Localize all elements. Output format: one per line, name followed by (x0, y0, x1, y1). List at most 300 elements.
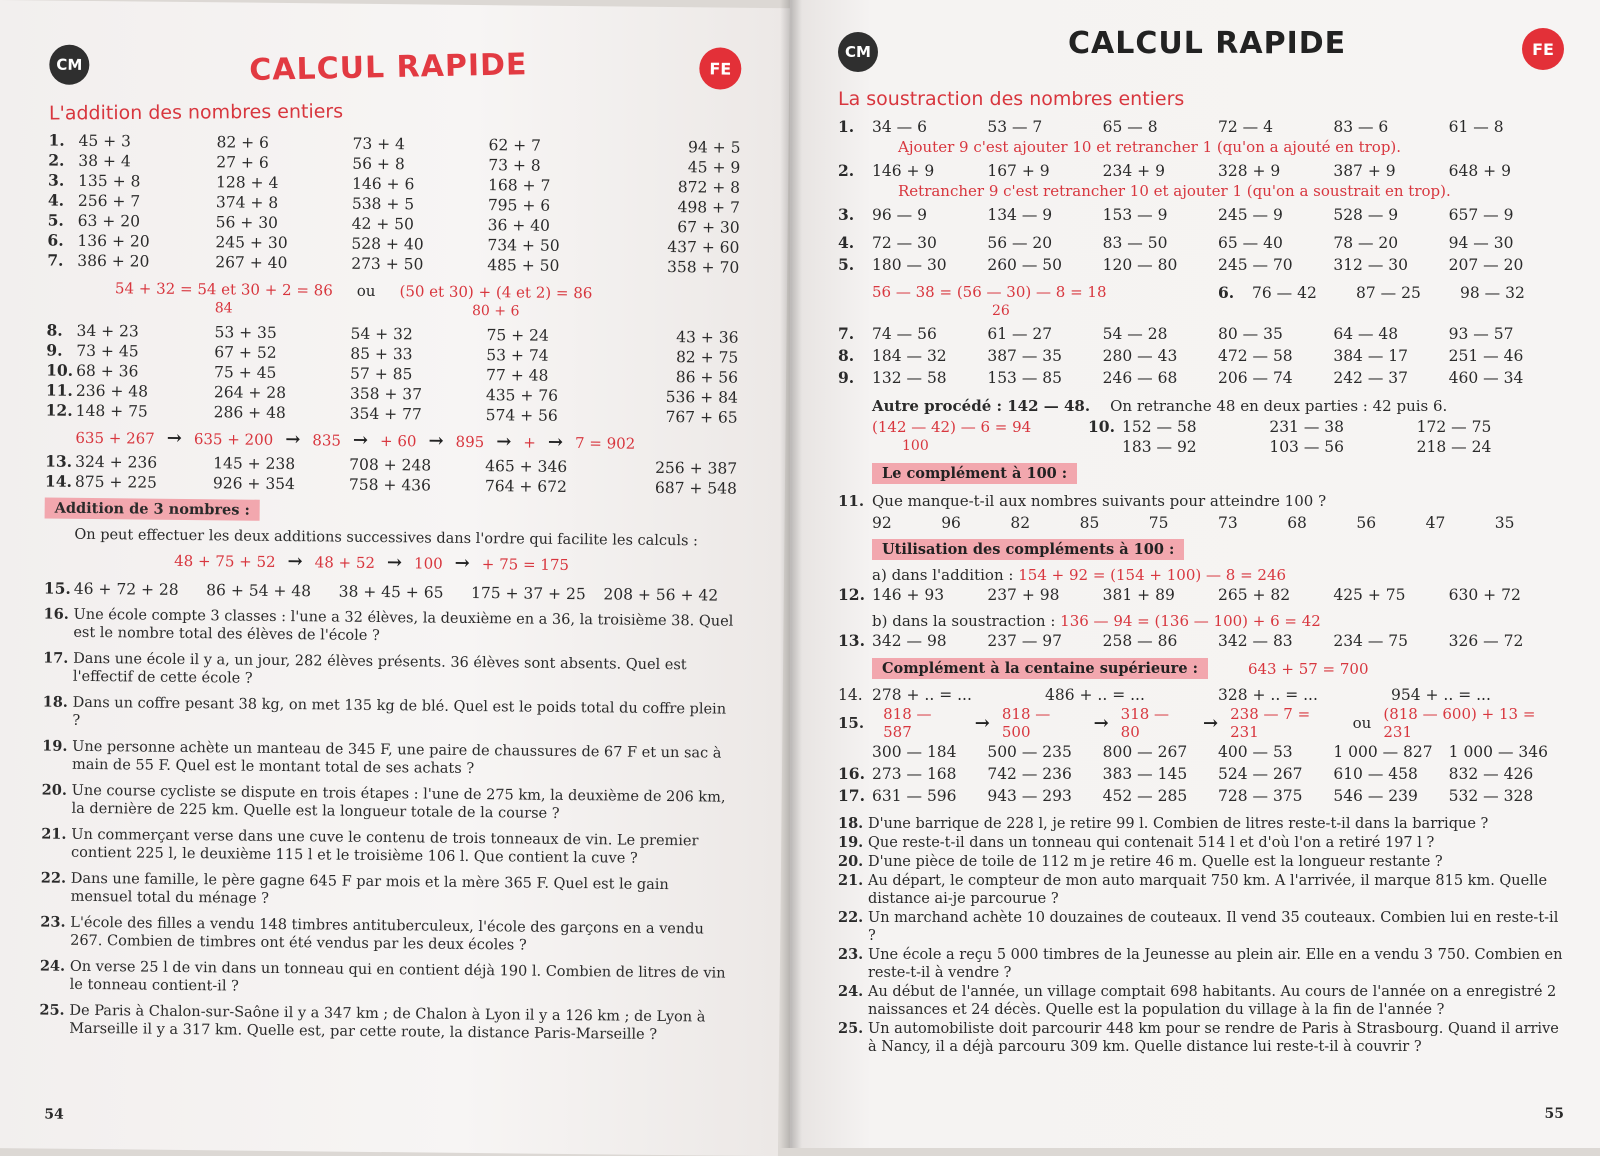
exercise-expression: 354 + 77 (349, 404, 422, 424)
exercise-15 (44, 577, 736, 606)
other-method-demo-row (838, 417, 1564, 457)
exercise-expression: 528 — 9 (1333, 206, 1399, 224)
arrow-right-icon: → (454, 552, 470, 574)
exercise-expression: 231 — 38 (1269, 418, 1344, 436)
word-problems (39, 605, 735, 1044)
demo-a: 54 + 32 = 54 et 30 + 2 = 86 (114, 279, 333, 300)
number-value: 68 (1287, 514, 1307, 532)
page-number: 54 (44, 1106, 64, 1123)
problem-text: Dans un coffre pesant 38 kg, on met 135 kg de blé. Quel est le poids total du coffre plein ? (72, 694, 727, 729)
chain-term: 635 + 267 (75, 428, 155, 448)
exercise-expression: 795 + 6 (487, 196, 551, 215)
exercise-expression: 538 + 5 (351, 194, 415, 214)
demo-a-brace: 84 (214, 300, 233, 317)
exercise-expression: 324 + 236 (75, 452, 158, 472)
word-problem (42, 693, 734, 736)
exercise-cell (47, 231, 207, 253)
exercise-expression: 145 + 238 (213, 454, 296, 474)
exercise-expression: 172 — 75 (1416, 418, 1492, 436)
exercise-8 (838, 345, 1564, 367)
word-problem (41, 869, 733, 912)
exercise-expression: 524 — 267 (1218, 765, 1303, 783)
exercise-cell (46, 341, 206, 363)
exercise-expression: 536 + 84 (665, 387, 738, 407)
exercise-expression: 75 + 45 (214, 363, 277, 382)
problem-number: 25. (39, 1001, 65, 1019)
problem-text: L'école des filles a vendu 148 timbres antituberculeux, l'école des garçons en a vendu 267. Combien de timbres ont été vendus par les deux écoles ? (70, 914, 704, 954)
exercise-block-2 (46, 321, 739, 428)
exercise-expression: 46 + 72 + 28 (73, 579, 179, 599)
word-problem (39, 1001, 731, 1044)
chain-term: 7 = 902 (574, 433, 636, 453)
exercise-expression: 832 — 426 (1448, 765, 1534, 783)
exercise-12 (838, 584, 1564, 606)
exercise-expression: 648 + 9 (1448, 162, 1511, 180)
exercise-expression: 86 + 54 + 48 (206, 581, 312, 601)
exercise-number: 12. (45, 400, 73, 420)
exercise-expression: 56 + 30 (215, 213, 279, 232)
exercise-expression: 273 — 168 (872, 765, 957, 783)
number-value: 96 (941, 514, 961, 532)
exercise-number: 1. (48, 130, 65, 150)
exercise-expression: 383 — 145 (1102, 765, 1188, 783)
exercise-expression: 764 + 672 (484, 477, 568, 496)
exercise-expression: 65 — 40 (1218, 234, 1283, 252)
exercise-expression: 687 + 548 (654, 478, 738, 498)
demo-subtraction-brace: 26 (992, 303, 1010, 319)
arrow-right-icon: → (386, 552, 403, 574)
problem-number: 18. (42, 693, 68, 711)
upper-hundred-row (872, 652, 1564, 685)
other-method (872, 397, 1564, 415)
exercise-expression: 264 + 28 (213, 383, 287, 403)
word-problem (40, 957, 732, 1000)
arrow-right-icon: → (974, 712, 990, 734)
word-problem (838, 983, 1564, 1019)
exercise-grid (47, 131, 740, 278)
chain-term: + 75 = 175 (481, 554, 570, 574)
problem-number: 24. (39, 957, 66, 975)
exercise-number: 9. (46, 340, 63, 360)
exercise-cell (45, 471, 205, 493)
exercise-cell (46, 381, 206, 403)
exercise-block-3 (45, 451, 737, 498)
chain-term: 318 — 80 (1120, 705, 1170, 741)
exercise-expression: 657 — 9 (1448, 206, 1514, 224)
exercise-expression: 242 — 37 (1333, 369, 1408, 387)
section-tag-upper-hundred: Complément à la centaine supérieure : (872, 658, 1208, 679)
exercise-16 (838, 763, 1564, 785)
exercise-expression: 500 — 235 (987, 743, 1072, 761)
word-problem (43, 649, 735, 692)
exercise-expression: 74 — 56 (872, 325, 937, 343)
exercise-expression: 387 + 9 (1333, 162, 1396, 180)
exercise-11: 11. Que manque-t-il aux nombres suivants pour atteindre 100 ? (838, 492, 1327, 510)
exercise-number: 14. (44, 471, 73, 491)
word-problem (41, 825, 733, 868)
exercise-expression: 386 + 20 (77, 251, 150, 271)
exercise-1 (838, 116, 1564, 138)
exercise-expression: 435 + 76 (485, 386, 559, 405)
exercise-expression: 61 — 8 (1448, 118, 1504, 136)
exercise-expression: 258 — 86 (1102, 632, 1178, 650)
exercise-expression: 374 + 8 (215, 193, 279, 212)
exercise-expression: 954 + .. = ... (1391, 686, 1491, 704)
exercise-block-1 (47, 131, 740, 278)
exercise-expression: 87 — 25 (1356, 284, 1421, 302)
exercise-expression: 234 + 9 (1102, 162, 1165, 180)
exercise-grid (45, 451, 737, 498)
exercise-expression: 273 + 50 (351, 254, 424, 274)
exercise-expression: 278 + .. = ... (872, 686, 972, 704)
section-tag-three-numbers: Addition de 3 nombres : (45, 497, 260, 520)
exercise-expression: 93 — 57 (1448, 325, 1514, 343)
exercise-expression: 73 + 45 (76, 341, 139, 361)
exercise-number: 13. (45, 451, 73, 471)
problem-text: Un marchand achète 10 douzaines de couteaux. Il vend 35 couteaux. Combien lui en reste-t-il ? (868, 910, 1559, 944)
addition-demo (115, 279, 739, 322)
exercise-expression: 184 — 32 (872, 347, 947, 365)
word-problem (838, 834, 1564, 852)
hint-add-9: Ajouter 9 c'est ajouter 10 et retrancher 1 (qu'on a ajouté en trop). (898, 138, 1402, 156)
exercise-expression: 153 — 85 (987, 369, 1062, 387)
exercise-expression: 1 000 — 827 (1333, 743, 1433, 761)
exercise-number: 8. (46, 320, 63, 340)
page-number: 55 (1544, 1106, 1564, 1122)
problem-text: Un automobiliste doit parcourir 448 km pour se rendre de Paris à Strasbourg. Quand il arrive à Nancy, il a déjà parcouru 309 km. Quelle distance lui reste-t-il à couvrir ? (868, 1021, 1559, 1055)
exercise-expression: 387 — 35 (987, 347, 1062, 365)
exercise-expression: 135 + 8 (78, 171, 141, 191)
exercise-expression: 53 + 35 (214, 323, 277, 342)
arrow-right-icon: → (287, 551, 303, 573)
problem-text: Une course cycliste se dispute en trois étapes : l'une de 275 km, la deuxième de 206 km, la dernière de 225 km. Quelle est la longueur totale de la course ? (71, 782, 726, 822)
other-method-text: On retranche 48 en deux parties : 42 puis 6. (1110, 397, 1448, 415)
chain-term: + (523, 433, 537, 452)
exercise-number: 9. (838, 368, 855, 387)
exercise-expression: 68 + 36 (76, 361, 139, 381)
exercise-cell (48, 211, 208, 233)
arrow-right-icon: → (428, 430, 444, 452)
section-tag-complement: Le complément à 100 : (872, 463, 1077, 484)
exercise-expression: 38 + 4 (78, 151, 131, 171)
exercise-expression: 86 + 56 (675, 368, 739, 387)
page-title: CALCUL RAPIDE (248, 47, 528, 88)
exercise-expression: 134 — 9 (987, 206, 1053, 224)
word-problem (838, 872, 1564, 908)
decomposition-chain (75, 427, 737, 455)
exercise-expression: 42 + 50 (351, 214, 415, 234)
exercise-cell (46, 361, 206, 383)
exercise-cell (46, 401, 206, 423)
exercise-expression: 45 + 9 (687, 158, 741, 177)
subtraction-use: b) dans la soustraction : 136 — 94 = (136 — 100) + 6 = 42 (872, 612, 1321, 630)
exercise-expression: 146 + 6 (352, 174, 415, 194)
number-value: 56 (1356, 514, 1377, 532)
exercise-15 (838, 741, 1564, 763)
exercise-expression: 77 + 48 (486, 366, 549, 385)
chain-alt: (818 — 600) + 13 = 231 (1383, 705, 1536, 741)
problem-text: Dans une école il y a, un jour, 282 élèves présents. 36 élèves sont absents. Quel est l'effectif de cette école ? (72, 650, 687, 687)
demo-b-brace: 80 + 6 (471, 302, 520, 320)
problem-text: Dans une famille, le père gagne 645 F par mois et la mère 365 F. Quel est le gain mensuel total du ménage ? (70, 870, 669, 907)
fe-badge: FE (1522, 28, 1564, 70)
exercise-number: 10. (46, 360, 74, 380)
exercise-expression: 153 — 9 (1102, 206, 1168, 224)
exercise-expression: 425 + 75 (1333, 586, 1406, 604)
number-value: 35 (1494, 514, 1515, 532)
three-numbers-text: On peut effectuer les deux additions successives dans l'ordre qui facilite les calculs : (74, 526, 699, 550)
exercise-4 (838, 232, 1564, 254)
exercise-expression: 67 + 30 (677, 218, 740, 237)
exercise-number: 7. (838, 324, 855, 343)
chain-term: 238 — 7 = 231 (1230, 705, 1311, 741)
exercise-expression: 300 — 184 (872, 743, 957, 761)
exercise-expression: 280 — 43 (1102, 347, 1178, 365)
left-page (0, 0, 790, 1156)
exercise-expression: 630 + 72 (1448, 586, 1521, 604)
exercise-number: 17. (838, 786, 865, 805)
exercise-expression: 78 — 20 (1333, 234, 1399, 252)
exercise-cell (45, 451, 205, 473)
problem-number: 22. (838, 909, 864, 926)
exercise-expression: 381 + 89 (1102, 586, 1175, 604)
problem-number: 20. (41, 781, 68, 799)
exercise-15-chain (838, 705, 1564, 741)
exercise-expression: 53 + 74 (486, 346, 549, 365)
three-numbers-chain (174, 550, 736, 577)
exercise-expression: 251 — 46 (1448, 347, 1524, 365)
exercise-expression: 546 — 239 (1333, 787, 1418, 805)
exercise-expression: 532 — 328 (1448, 787, 1534, 805)
exercise-number: 8. (838, 346, 855, 365)
exercise-10 (1088, 417, 1564, 457)
arrow-right-icon: → (1203, 712, 1219, 734)
chain-term: 818 — 587 (883, 705, 932, 741)
chain-term: 100 (413, 553, 443, 573)
chain-term: 635 + 200 (193, 429, 274, 449)
exercise-expression: 54 + 32 (350, 324, 413, 344)
right-page (790, 0, 1600, 1148)
word-problem (838, 815, 1564, 833)
exercise-2 (838, 160, 1564, 182)
word-problem (838, 909, 1564, 945)
exercise-3 (838, 204, 1564, 226)
left-header (49, 33, 742, 104)
number-value: 82 (1010, 514, 1031, 532)
problem-number: 19. (838, 834, 864, 851)
exercise-expression: 472 — 58 (1218, 347, 1293, 365)
exercise-expression: 610 — 458 (1333, 765, 1418, 783)
exercise-expression: 245 — 70 (1218, 256, 1293, 274)
cm-badge: CM (838, 32, 878, 72)
exercise-expression: 728 — 375 (1218, 787, 1303, 805)
exercise-13 (838, 630, 1564, 652)
exercise-expression: 136 + 20 (77, 231, 150, 251)
arrow-right-icon: → (352, 429, 369, 451)
problem-number: 20. (838, 853, 864, 870)
problem-number: 21. (41, 825, 67, 843)
exercise-grid (46, 321, 739, 428)
exercise-expression: 208 + 56 + 42 (603, 585, 719, 605)
number-value: 47 (1425, 514, 1446, 532)
exercise-expression: 742 — 236 (987, 765, 1072, 783)
arrow-right-icon: → (285, 429, 301, 451)
number-value: 85 (1079, 514, 1100, 532)
exercise-expression: 67 + 52 (214, 343, 277, 362)
exercise-expression: 358 + 37 (349, 384, 423, 404)
exercise-expression: 76 — 42 (1252, 284, 1317, 302)
exercise-expression: 175 + 37 + 25 (470, 583, 586, 604)
exercise-expression: 245 + 30 (215, 233, 288, 253)
exercise-expression: 34 — 6 (872, 118, 927, 136)
exercise-expression: 708 + 248 (349, 455, 432, 475)
exercise-number: 10. (1088, 417, 1115, 436)
exercise-expression: 75 + 24 (486, 326, 549, 345)
exercise-expression: 72 — 4 (1218, 118, 1273, 136)
exercise-cell (46, 321, 206, 343)
exercise-expression: 146 + 9 (872, 162, 935, 180)
exercise-expression: 98 — 32 (1460, 284, 1525, 302)
exercise-expression: 265 + 82 (1218, 586, 1291, 604)
exercise-expression: 767 + 65 (665, 407, 738, 427)
exercise-expression: 56 + 8 (352, 154, 405, 174)
exercise-17 (838, 785, 1564, 807)
exercise-expression: 384 — 17 (1333, 347, 1408, 365)
number-value: 73 (1217, 514, 1238, 532)
word-problem (838, 946, 1564, 982)
exercise-number: 2. (48, 150, 65, 170)
number-value: 92 (872, 514, 892, 532)
exercise-expression: 56 — 20 (987, 234, 1053, 252)
exercise-expression: 94 — 30 (1448, 234, 1514, 252)
exercise-expression: 83 — 50 (1102, 234, 1168, 252)
exercise-expression: 486 + .. = ... (1045, 686, 1145, 704)
exercise-expression: 45 + 3 (78, 131, 132, 151)
exercise-cell (47, 251, 207, 273)
exercise-expression: 206 — 74 (1218, 369, 1293, 387)
word-problem (42, 737, 734, 780)
problem-text: Au début de l'année, un village comptait 698 habitants. Au cours de l'année on a enregistré 2 naissances et 24 décès. Quelle est la population du village à la fin de l'année ? (868, 984, 1557, 1018)
exercise-14 (838, 685, 1564, 705)
exercise-expression: 38 + 45 + 65 (338, 582, 444, 602)
exercise-expression: 326 — 72 (1448, 632, 1524, 650)
chain-term: 835 (312, 430, 342, 450)
word-problem (41, 781, 733, 824)
arrow-right-icon: → (1093, 712, 1109, 734)
exercise-expression: 132 — 58 (872, 369, 947, 387)
exercise-expression: 342 — 98 (872, 632, 947, 650)
problem-text: Une école a reçu 5 000 timbres de la Jeunesse au plein air. Elle en a vendu 3 750. Combien en reste-t-il à vendre ? (868, 947, 1563, 981)
problem-text: Un commerçant verse dans une cuve le contenu de trois tonneaux de vin. Le premier contient 225 l, le deuxième 115 l et le troisième 106 l. Que contient la cuve ? (70, 826, 699, 867)
right-header (838, 20, 1564, 84)
demo-subtraction: 56 — 38 = (56 — 30) — 8 = 18 (872, 283, 1107, 301)
exercise-expression: 875 + 225 (74, 472, 158, 492)
exercise-cell (48, 131, 208, 153)
exercise-expression: 180 — 30 (872, 256, 947, 274)
exercise-expression: 94 + 5 (687, 138, 741, 157)
exercise-expression: 734 + 50 (487, 236, 560, 255)
exercise-expression: 54 — 28 (1102, 325, 1168, 343)
chain-or: ou (1352, 714, 1372, 732)
exercise-number: 12. (838, 585, 865, 604)
chain-term: 895 (455, 432, 485, 451)
exercise-5 (838, 254, 1564, 276)
exercise-expression: 312 — 30 (1333, 256, 1408, 274)
exercise-expression: 328 + .. = ... (1218, 686, 1318, 704)
arrow-right-icon: → (166, 427, 182, 449)
exercise-11-values (872, 513, 1564, 533)
arrow-right-icon: → (496, 431, 512, 453)
problem-number: 21. (838, 872, 864, 889)
chain-term: 818 — 500 (1001, 705, 1051, 741)
problem-number: 25. (838, 1020, 864, 1037)
exercise-expression: 246 — 68 (1102, 369, 1178, 387)
demo-or: ou (356, 281, 376, 300)
word-problems (838, 815, 1564, 1056)
exercise-number: 6. (1218, 283, 1235, 302)
exercise-cell (48, 191, 208, 213)
fe-badge: FE (699, 47, 741, 89)
exercise-expression: 872 + 8 (677, 178, 741, 197)
exercise-expression: 64 — 48 (1333, 325, 1399, 343)
exercise-expression: 1 000 — 346 (1448, 743, 1548, 761)
exercise-expression: 800 — 267 (1102, 743, 1188, 761)
exercise-expression: 168 + 7 (487, 176, 551, 195)
exercise-expression: 256 + 7 (77, 191, 141, 211)
exercise-expression: 465 + 346 (485, 457, 568, 476)
problem-text: Que reste-t-il dans un tonneau qui contenait 514 l et d'où l'on a retiré 197 l ? (868, 835, 1435, 851)
page-title: CALCUL RAPIDE (1068, 26, 1347, 61)
exercise-expression: 65 — 8 (1102, 118, 1158, 136)
section-tag-use-complement: Utilisation des compléments à 100 : (872, 539, 1184, 560)
chain-term: 48 + 75 + 52 (174, 551, 276, 571)
exercise-expression: 103 — 56 (1269, 438, 1344, 456)
exercise-cell (48, 151, 208, 173)
exercise-number: 4. (47, 190, 65, 210)
problem-text: Au départ, le compteur de mon auto marquait 750 km. A l'arrivée, il marque 815 km. Quelle distance ai-je parcourue ? (868, 873, 1548, 907)
cm-badge: CM (49, 45, 89, 85)
arrow-right-icon: → (547, 431, 564, 453)
exercise-number: 15. (838, 714, 865, 732)
exercise-expression: 128 + 4 (216, 173, 279, 192)
exercise-expression: 400 — 53 (1218, 743, 1293, 761)
exercise-expression: 267 + 40 (215, 253, 288, 273)
exercise-expression: 63 + 20 (77, 211, 141, 231)
exercise-expression: 234 — 75 (1333, 632, 1408, 650)
exercise-expression: 631 — 596 (872, 787, 957, 805)
exercise-number: 14. (838, 686, 863, 704)
subtraction-demo-row (838, 282, 1564, 319)
exercise-expression: 61 — 27 (987, 325, 1053, 343)
exercise-expression: 256 + 387 (655, 458, 738, 478)
exercise-expression: 57 + 85 (350, 364, 413, 384)
number-value: 75 (1148, 514, 1169, 532)
exercise-9 (838, 367, 1564, 389)
spacer (1088, 437, 1122, 457)
exercise-7 (838, 323, 1564, 345)
exercise-number: 16. (838, 764, 865, 783)
exercise-expression: 245 — 9 (1218, 206, 1283, 224)
exercise-expression: 72 — 30 (872, 234, 937, 252)
exercise-expression: 460 — 34 (1448, 369, 1524, 387)
exercise-expression: 207 — 20 (1448, 256, 1524, 274)
exercise-expression: 73 + 4 (352, 134, 406, 154)
exercise-number: 6. (47, 230, 64, 250)
exercise-expression: 574 + 56 (485, 406, 558, 425)
exercise-expression: 437 + 60 (667, 238, 740, 257)
exercise-expression: 53 — 7 (987, 118, 1043, 136)
exercise-number: 7. (47, 250, 64, 270)
